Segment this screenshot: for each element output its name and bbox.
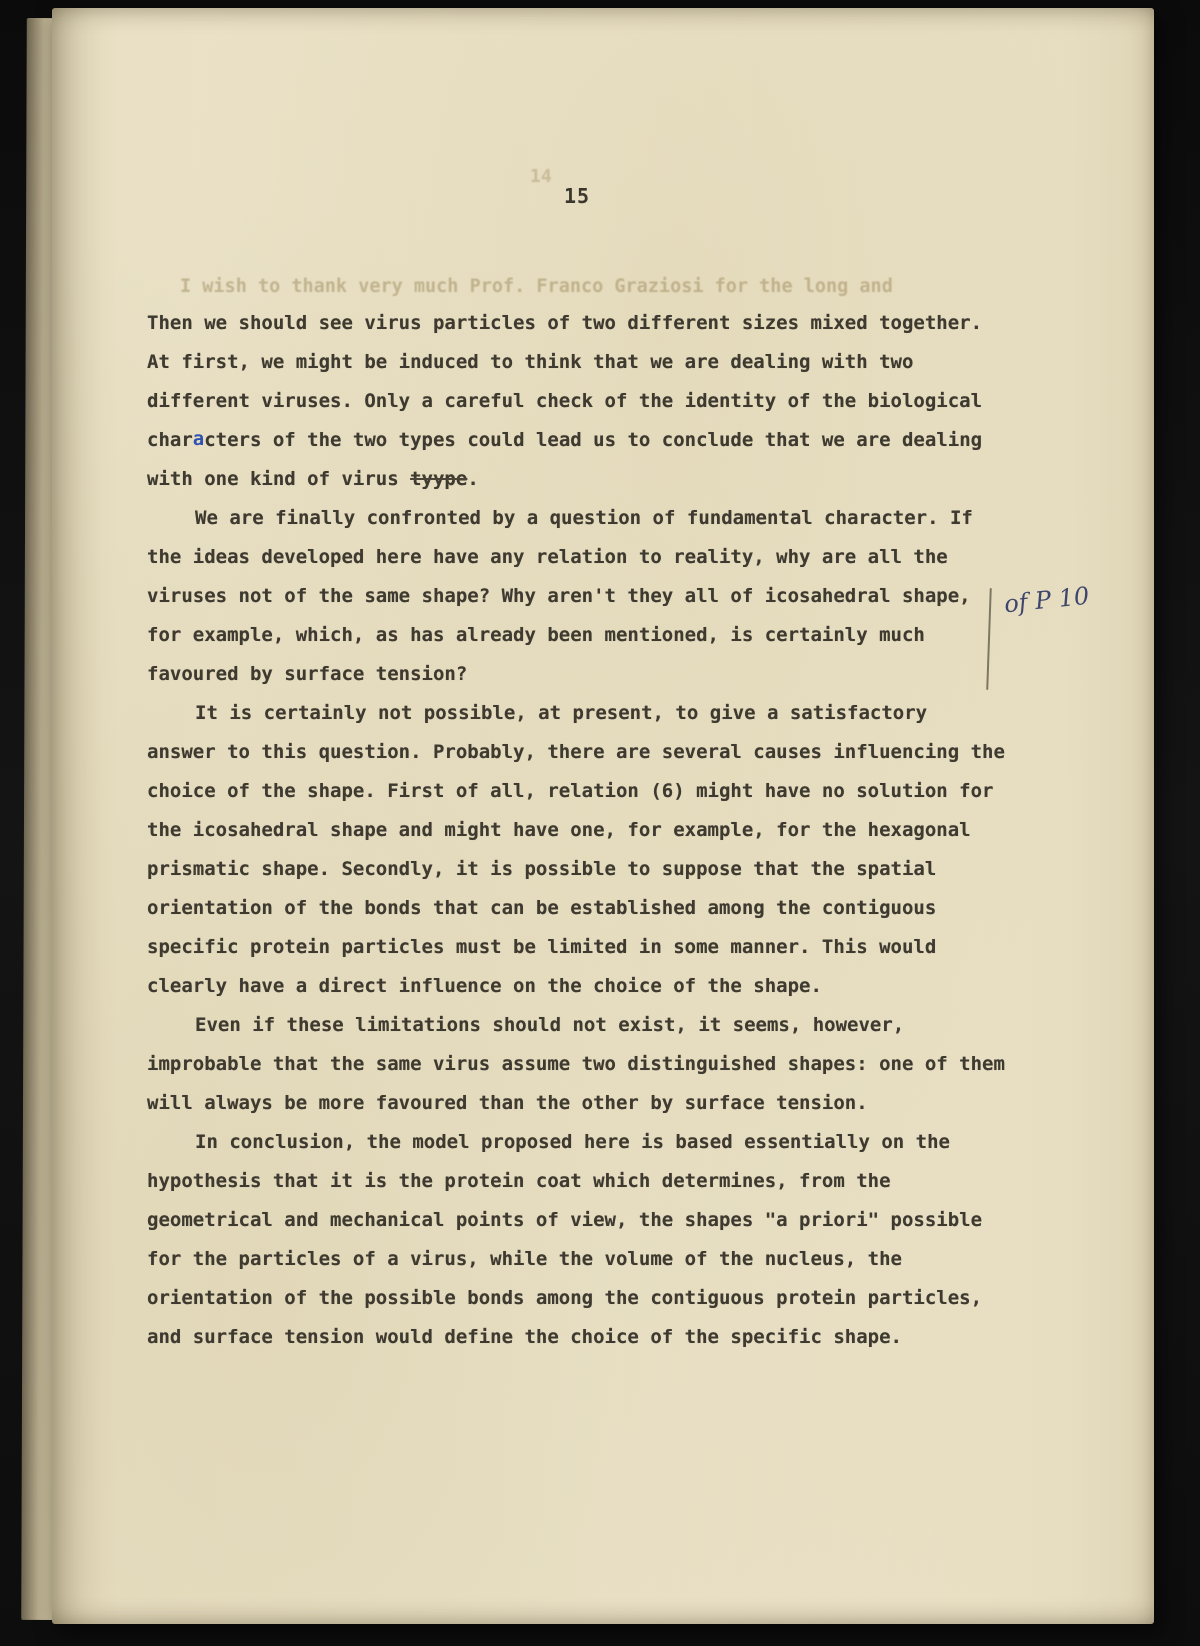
margin-note-text: of P 10 [1002,581,1091,619]
text-column [147,8,1007,1357]
body-text [147,304,1007,1357]
paragraph-1-text: Then we should see virus particles of two different sizes mixed together. At first, we might be induced to think that we are dealing with two different viruses. Only a careful check of the identity of the biological char [147,312,983,451]
paragraph-4: Even if these limitations should not exist, it seems, however, improbable that the same virus assume two distinguished shapes: one of them will always be more favoured than the other by surface tension. [147,1014,1005,1114]
handwritten-letter-insert: a [192,428,205,450]
margin-pen-line [986,588,992,690]
paragraph-1-text-continued: cters of the two types could lead us to conclude that we are dealing with one kind of virus [147,429,983,490]
paragraph-2: We are finally confronted by a question of fundamental character. If the ideas developed here have any relation to reality, why are all the viruses not of the same shape? Why aren't they all of icosahedral shape, for example, which, as has already been mentioned, is certainly much favoured by surface tension? [147,507,973,685]
ghost-page-number: 14 [530,166,552,187]
page-number: 15 [563,184,591,208]
bleed-through-text: I wish to thank very much Prof. Franco Graziosi for the long and [180,276,893,297]
handwritten-margin-note [986,580,1146,700]
paragraph-1 [147,304,1007,499]
paragraph-3: It is certainly not possible, at present, to give a satisfactory answer to this question. Probably, there are several causes influencing the choice of the shape. First of all, relation (6) might have no solution for the icosahedral shape and might have one, for example, for the hexagonal prismatic shape. Secondly, it is possible to suppose that the spatial orientation of the bonds that can be established among the contiguous specific protein particles must be limited in some manner. This would clearly have a direct influence on the choice of the shape. [147,702,1005,997]
paragraph-5: In conclusion, the model proposed here is based essentially on the hypothesis that it is the protein coat which determines, from the geometrical and mechanical points of view, the shapes "a priori" possible for the particles of a virus, while the volume of the nucleus, the orientation of the possible bonds among the contiguous protein particles, and surface tension would define the choice of the specific shape. [147,1131,983,1348]
overstruck-typo: tyype [410,468,468,490]
scanned-page [52,8,1154,1624]
paragraph-1-period: . [467,468,479,490]
